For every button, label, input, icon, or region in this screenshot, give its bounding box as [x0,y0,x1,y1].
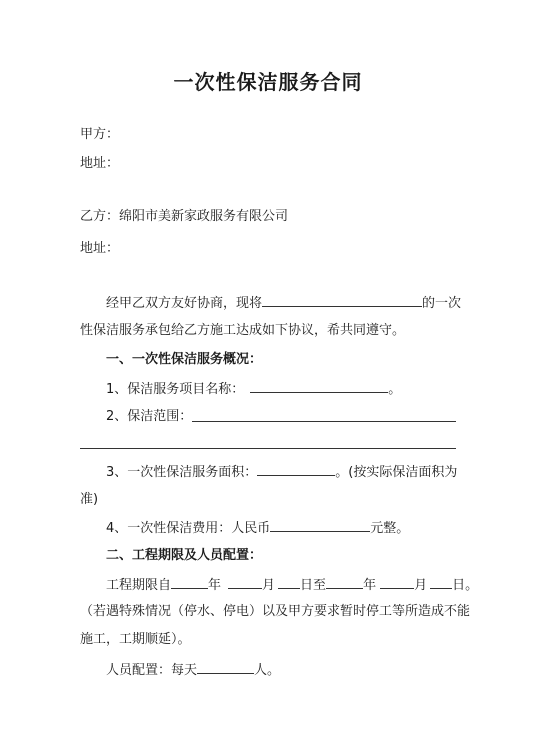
intro-text-before: 经甲乙双方友好协商，现将 [106,296,263,311]
start-year-blank [171,575,208,589]
section2-heading: 二、工程期限及人员配置： [106,548,263,563]
item1-line [106,379,401,399]
staff-label: 人员配置：每天 [106,663,198,678]
item3-line-2: 准) [80,492,99,507]
item3-end: 。(按实际保洁面积为 [335,465,458,480]
party-b-line [80,208,288,226]
note-line-1: （若遇特殊情况（停水、停电）以及甲方要求暂时停工等所造成不能 [80,604,471,619]
party-b-label: 乙方： [80,209,120,224]
item1-end: 。 [388,382,402,397]
end-year-blank [326,575,363,589]
service-item-blank [250,379,388,393]
item1-label: 1、保洁服务项目名称： [106,382,245,397]
fee-blank [270,518,370,532]
area-blank [257,462,335,476]
period-line [106,575,478,595]
intro-text-after: 的一次 [422,296,462,311]
end-month-blank [380,575,414,589]
scope-blank-line-2 [80,448,456,449]
period-day-end: 日。 [452,578,479,593]
period-year2: 年 [363,578,377,593]
period-year1: 年 [208,578,222,593]
party-b-name: 绵阳市美新家政服务有限公司 [119,209,289,224]
party-a-address-label: 地址： [80,156,120,171]
party-a-label: 甲方： [80,127,120,142]
scope-blank-line-1 [192,421,456,422]
start-day-blank [278,575,300,589]
intro-line-1 [106,293,461,313]
staff-count-blank [197,660,254,674]
staff-end: 人。 [254,663,281,678]
period-month1: 月 [262,578,276,593]
party-b-address-label: 地址： [80,241,120,256]
period-day-to: 日至 [300,578,327,593]
period-label: 工程期限自 [106,578,172,593]
note-line-2: 施工，工期顺延）。 [80,632,191,647]
section1-heading: 一、一次性保洁服务概况： [106,352,263,367]
staff-line [106,660,280,680]
project-name-blank [262,293,422,307]
item3-line [106,462,457,482]
intro-line-2: 性保洁服务承包给乙方施工达成如下协议，希共同遵守。 [80,323,406,338]
page-title: 一次性保洁服务合同 [173,70,363,94]
item4-label: 4、一次性保洁费用：人民币 [106,521,271,536]
item4-line [106,518,409,538]
start-month-blank [228,575,262,589]
period-month2: 月 [414,578,428,593]
end-day-blank [430,575,452,589]
item2-label: 2、保洁范围： [106,409,193,424]
item3-label: 3、一次性保洁服务面积： [106,465,258,480]
item4-end: 元整。 [370,521,410,536]
